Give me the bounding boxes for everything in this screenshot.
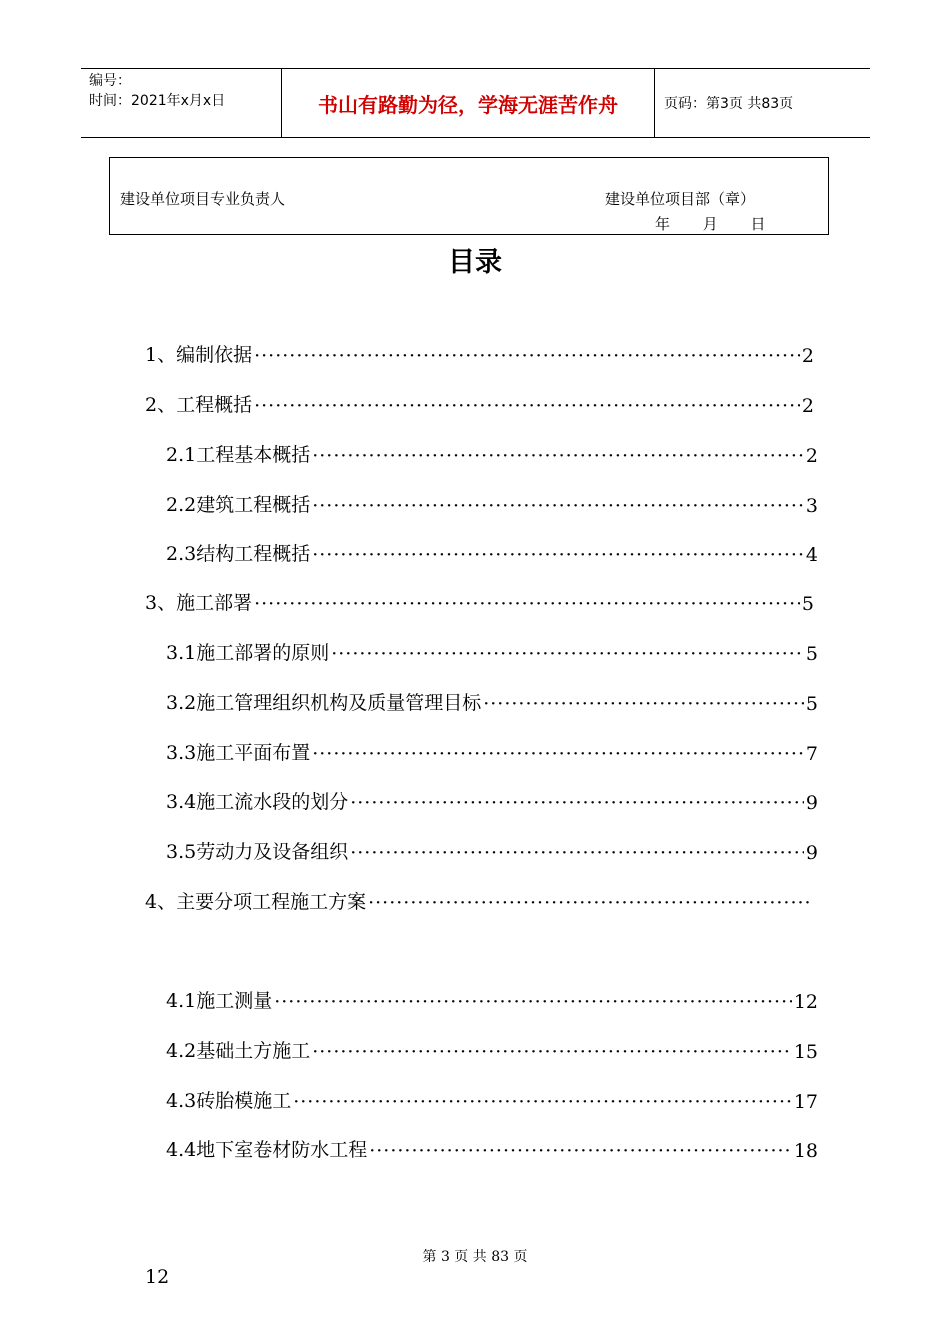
toc-leader	[274, 991, 792, 1013]
toc-entry[interactable]	[166, 437, 818, 467]
toc-entry-label: 3.3施工平面布置	[166, 742, 311, 764]
toc-entry-label: 1、编制依据	[145, 344, 253, 366]
toc-entry-page: 2	[805, 445, 818, 467]
toc-entry-page: 2	[801, 345, 814, 367]
toc-entry[interactable]	[166, 784, 818, 814]
toc-leader	[312, 544, 804, 566]
toc-entry-label: 4、主要分项工程施工方案	[145, 891, 367, 913]
header-page-number: 页码：第3页 共83页	[664, 96, 794, 112]
page-title: 目录	[448, 247, 502, 278]
toc-leader	[368, 892, 812, 914]
toc-entry-label: 3.4施工流水段的划分	[166, 791, 349, 813]
toc-entry-page: 9	[805, 792, 818, 814]
toc-entry[interactable]	[166, 536, 818, 566]
toc-entry-page: 5	[805, 643, 818, 665]
toc-entry-label: 2.2建筑工程概括	[166, 494, 311, 516]
toc-entry-page: 3	[805, 495, 818, 517]
toc-entry[interactable]	[145, 387, 814, 417]
header-meta	[89, 71, 225, 111]
toc-entry-label: 4.1施工测量	[166, 990, 273, 1012]
toc-entry[interactable]	[166, 735, 818, 765]
toc-entry-label: 3、施工部署	[145, 592, 253, 614]
toc-leader	[350, 842, 804, 864]
toc-leader	[312, 743, 804, 765]
toc-entry-page: 7	[805, 743, 818, 765]
toc-entry-label: 2.3结构工程概括	[166, 543, 311, 565]
header-motto: 书山有路勤为径，学海无涯苦作舟	[318, 92, 618, 117]
toc-leader	[369, 1140, 792, 1162]
toc-leader	[312, 445, 804, 467]
toc-entry[interactable]	[166, 685, 818, 715]
toc-leader	[312, 1041, 792, 1063]
signature-box	[109, 157, 829, 235]
toc-entry[interactable]	[145, 884, 814, 914]
toc-entry-label: 4.2基础土方施工	[166, 1040, 311, 1062]
toc-entry-page: 5	[805, 693, 818, 715]
signature-left-label: 建设单位项目专业负责人	[120, 190, 286, 208]
toc-entry-label: 3.2施工管理组织机构及质量管理目标	[166, 692, 482, 714]
toc-entry-page: 17	[793, 1091, 818, 1113]
toc-entry[interactable]	[166, 487, 818, 517]
toc-leader	[254, 593, 800, 615]
toc-entry[interactable]	[145, 585, 814, 615]
toc-leader	[312, 495, 804, 517]
signature-right-label: 建设单位项目部（章）	[605, 190, 756, 208]
toc-entry[interactable]	[166, 1083, 818, 1113]
toc-entry-label: 3.1施工部署的原则	[166, 642, 330, 664]
toc-entry[interactable]	[166, 1132, 818, 1162]
toc-entry-label: 3.5劳动力及设备组织	[166, 841, 349, 863]
header-divider	[654, 69, 655, 137]
page-footer: 第 3 页 共 83 页	[422, 1249, 528, 1265]
toc-entry[interactable]	[166, 1033, 818, 1063]
toc-entry-label: 2.1工程基本概括	[166, 444, 311, 466]
toc-entry-page: 5	[801, 593, 814, 615]
toc-entry-page: 15	[793, 1041, 818, 1063]
toc-entry-page: 18	[793, 1140, 818, 1162]
toc-leader	[331, 643, 804, 665]
toc-entry[interactable]	[166, 635, 818, 665]
toc-entry-page: 2	[801, 395, 814, 417]
toc-leader	[254, 345, 800, 367]
toc-leader	[293, 1091, 792, 1113]
toc-entry-page-wrapped: 12	[145, 1266, 170, 1288]
toc-entry[interactable]	[166, 983, 818, 1013]
signature-date: 年 月 日	[655, 215, 766, 233]
page-header	[81, 68, 870, 138]
toc-entry-label: 4.4地下室卷材防水工程	[166, 1139, 368, 1161]
toc-leader	[350, 792, 804, 814]
toc-entry-page: 4	[805, 544, 818, 566]
document-time: 时间：2021年x月x日	[89, 93, 226, 109]
toc-entry[interactable]	[166, 834, 818, 864]
toc-entry-page: 12	[793, 991, 818, 1013]
toc-entry-label: 4.3砖胎模施工	[166, 1090, 292, 1112]
document-number-label: 编号：	[89, 73, 131, 89]
toc-entry-page: 9	[805, 842, 818, 864]
toc-leader	[254, 395, 800, 417]
toc-leader	[483, 693, 804, 715]
toc-entry-label: 2、工程概括	[145, 394, 253, 416]
toc-entry[interactable]	[145, 337, 814, 367]
